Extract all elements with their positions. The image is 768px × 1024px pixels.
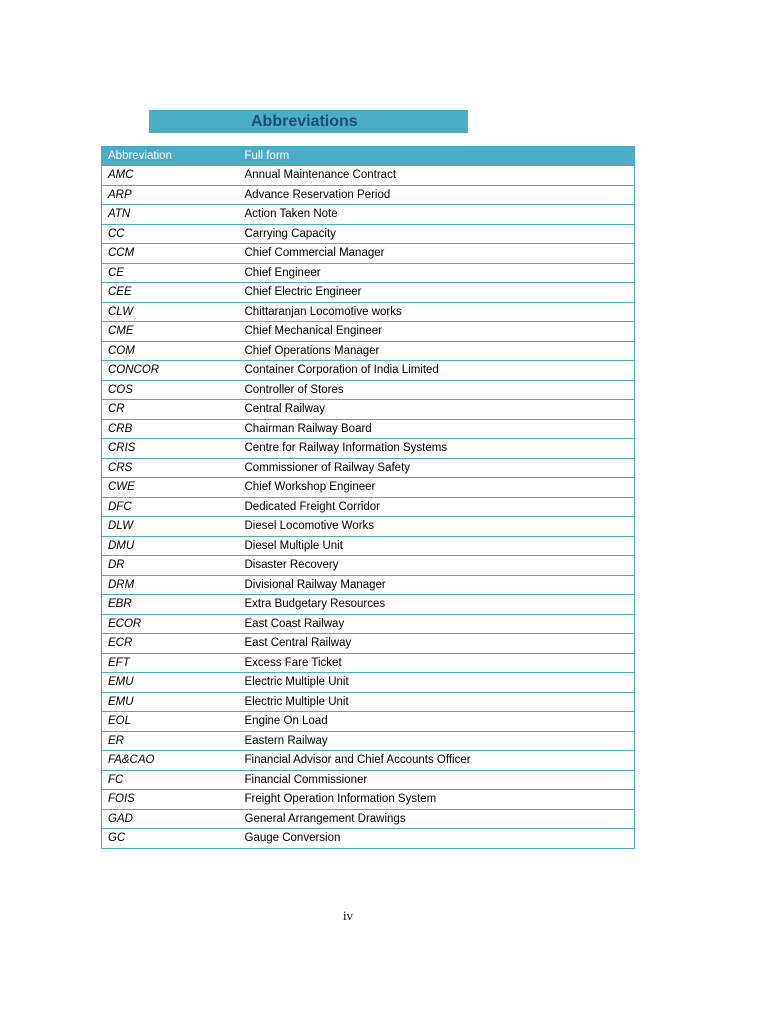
abbreviation-cell: CEE xyxy=(102,283,239,303)
column-header-full-form: Full form xyxy=(239,147,635,166)
abbreviation-cell: CLW xyxy=(102,302,239,322)
table-row xyxy=(102,497,635,517)
abbreviation-cell: GC xyxy=(102,829,239,849)
abbreviation-cell: DFC xyxy=(102,497,239,517)
full-form-cell: Central Railway xyxy=(239,400,635,420)
full-form-cell: Chittaranjan Locomotive works xyxy=(239,302,635,322)
full-form-cell: Excess Fare Ticket xyxy=(239,653,635,673)
table-row xyxy=(102,400,635,420)
abbreviation-cell: ER xyxy=(102,731,239,751)
abbreviation-cell: ECOR xyxy=(102,614,239,634)
abbreviation-cell: CONCOR xyxy=(102,361,239,381)
table-row xyxy=(102,751,635,771)
table-row xyxy=(102,673,635,693)
abbreviation-cell: DR xyxy=(102,556,239,576)
abbreviation-cell: EMU xyxy=(102,692,239,712)
full-form-cell: Action Taken Note xyxy=(239,205,635,225)
column-header-abbreviation: Abbreviation xyxy=(102,147,239,166)
abbreviation-cell: DMU xyxy=(102,536,239,556)
table-row xyxy=(102,517,635,537)
table-row xyxy=(102,283,635,303)
abbreviation-cell: ATN xyxy=(102,205,239,225)
full-form-cell: Centre for Railway Information Systems xyxy=(239,439,635,459)
table-row xyxy=(102,478,635,498)
table-row xyxy=(102,166,635,186)
full-form-cell: Eastern Railway xyxy=(239,731,635,751)
full-form-cell: Carrying Capacity xyxy=(239,224,635,244)
full-form-cell: Divisional Railway Manager xyxy=(239,575,635,595)
full-form-cell: Controller of Stores xyxy=(239,380,635,400)
abbreviation-cell: CE xyxy=(102,263,239,283)
abbreviation-cell: CR xyxy=(102,400,239,420)
full-form-cell: Financial Advisor and Chief Accounts Officer xyxy=(239,751,635,771)
abbreviation-cell: DLW xyxy=(102,517,239,537)
abbreviation-cell: CRS xyxy=(102,458,239,478)
abbreviation-cell: ARP xyxy=(102,185,239,205)
abbreviation-cell: CRIS xyxy=(102,439,239,459)
full-form-cell: Chief Engineer xyxy=(239,263,635,283)
abbreviation-cell: COM xyxy=(102,341,239,361)
abbreviation-cell: EFT xyxy=(102,653,239,673)
table-row xyxy=(102,224,635,244)
table-row xyxy=(102,419,635,439)
full-form-cell: Disaster Recovery xyxy=(239,556,635,576)
full-form-cell: Engine On Load xyxy=(239,712,635,732)
table-row xyxy=(102,536,635,556)
full-form-cell: Financial Commissioner xyxy=(239,770,635,790)
abbreviation-cell: FC xyxy=(102,770,239,790)
table-row xyxy=(102,244,635,264)
table-row xyxy=(102,361,635,381)
table-row xyxy=(102,458,635,478)
full-form-cell: Freight Operation Information System xyxy=(239,790,635,810)
full-form-cell: Electric Multiple Unit xyxy=(239,692,635,712)
full-form-cell: Chief Operations Manager xyxy=(239,341,635,361)
table-header-row xyxy=(102,147,635,166)
full-form-cell: General Arrangement Drawings xyxy=(239,809,635,829)
table-row xyxy=(102,809,635,829)
table-row xyxy=(102,692,635,712)
full-form-cell: Gauge Conversion xyxy=(239,829,635,849)
page-number: iv xyxy=(342,908,354,923)
abbreviation-cell: CWE xyxy=(102,478,239,498)
abbreviations-table xyxy=(101,146,635,849)
abbreviation-cell: EMU xyxy=(102,673,239,693)
table-row xyxy=(102,322,635,342)
table-row xyxy=(102,302,635,322)
abbreviation-cell: FOIS xyxy=(102,790,239,810)
table-row xyxy=(102,634,635,654)
abbreviation-cell: ECR xyxy=(102,634,239,654)
full-form-cell: East Coast Railway xyxy=(239,614,635,634)
abbreviation-cell: AMC xyxy=(102,166,239,186)
full-form-cell: Diesel Locomotive Works xyxy=(239,517,635,537)
full-form-cell: Chief Commercial Manager xyxy=(239,244,635,264)
table-row xyxy=(102,731,635,751)
table-body xyxy=(102,166,635,849)
abbreviation-cell: CC xyxy=(102,224,239,244)
full-form-cell: Chairman Railway Board xyxy=(239,419,635,439)
full-form-cell: Chief Workshop Engineer xyxy=(239,478,635,498)
full-form-cell: Extra Budgetary Resources xyxy=(239,595,635,615)
table-row xyxy=(102,829,635,849)
full-form-cell: Container Corporation of India Limited xyxy=(239,361,635,381)
table-row xyxy=(102,595,635,615)
table-row xyxy=(102,185,635,205)
table-row xyxy=(102,205,635,225)
table-row xyxy=(102,380,635,400)
table-row xyxy=(102,556,635,576)
table-row xyxy=(102,770,635,790)
abbreviation-cell: DRM xyxy=(102,575,239,595)
table-row xyxy=(102,614,635,634)
abbreviation-cell: CRB xyxy=(102,419,239,439)
table-row xyxy=(102,712,635,732)
title-banner xyxy=(149,110,468,133)
table-row xyxy=(102,263,635,283)
full-form-cell: East Central Railway xyxy=(239,634,635,654)
table-row xyxy=(102,790,635,810)
table-row xyxy=(102,575,635,595)
page-title: Abbreviations xyxy=(251,113,358,130)
full-form-cell: Advance Reservation Period xyxy=(239,185,635,205)
full-form-cell: Chief Electric Engineer xyxy=(239,283,635,303)
abbreviation-cell: CME xyxy=(102,322,239,342)
abbreviation-cell: EBR xyxy=(102,595,239,615)
full-form-cell: Dedicated Freight Corridor xyxy=(239,497,635,517)
full-form-cell: Chief Mechanical Engineer xyxy=(239,322,635,342)
table-row xyxy=(102,439,635,459)
table-row xyxy=(102,341,635,361)
full-form-cell: Diesel Multiple Unit xyxy=(239,536,635,556)
abbreviation-cell: CCM xyxy=(102,244,239,264)
abbreviation-cell: EOL xyxy=(102,712,239,732)
abbreviation-cell: COS xyxy=(102,380,239,400)
full-form-cell: Electric Multiple Unit xyxy=(239,673,635,693)
abbreviation-cell: FA&CAO xyxy=(102,751,239,771)
full-form-cell: Commissioner of Railway Safety xyxy=(239,458,635,478)
table-row xyxy=(102,653,635,673)
full-form-cell: Annual Maintenance Contract xyxy=(239,166,635,186)
abbreviation-cell: GAD xyxy=(102,809,239,829)
